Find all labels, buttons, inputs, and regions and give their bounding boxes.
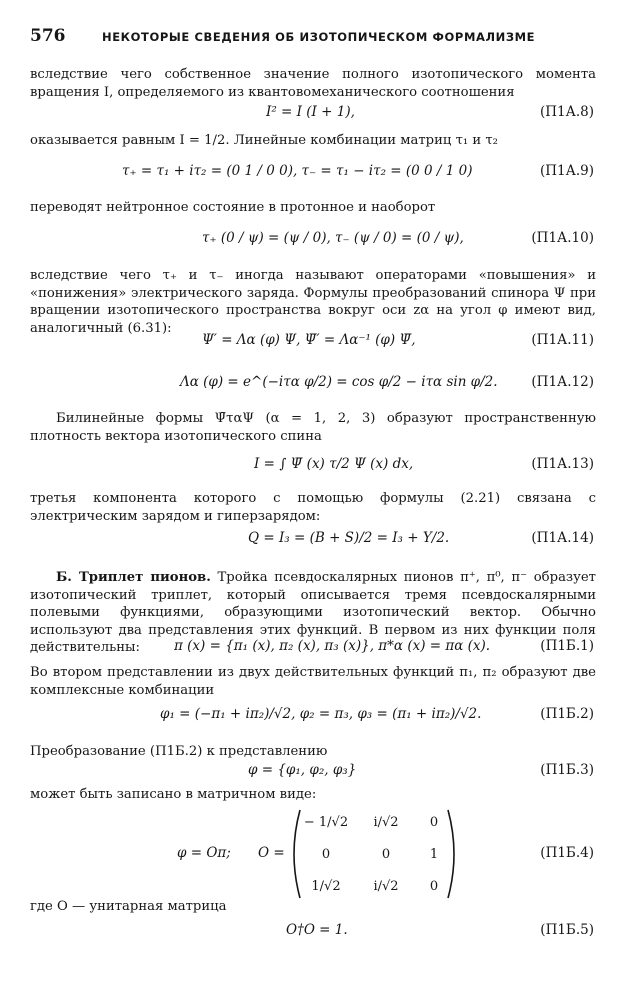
right-paren (448, 810, 454, 898)
paragraph-6: третья компонента которого с помощью формулы (2.21) связана с электрическим зарядом и гиперзарядом: (30, 491, 596, 524)
equation-formula: O†O = 1. (286, 922, 348, 938)
page-number: 576 (30, 26, 66, 46)
cell-3-2: i/√2 (373, 879, 399, 894)
equation-number: (П1А.12) (531, 374, 594, 390)
equation-number: (П1А.10) (531, 230, 594, 246)
paragraph-8: Во втором представлении из двух действительных функций π₁, π₂ образуют две комплексные комбинации (30, 665, 596, 698)
equation-formula: I = ∫ Ψ̄ (x) τ/2 Ψ (x) dx, (254, 456, 414, 472)
left-paren (294, 810, 300, 898)
equation-p1a12 (30, 374, 596, 408)
equation-formula: Ψ′ = Λα (φ) Ψ, Ψ̄′ = Λα⁻¹ (φ) Ψ̄, (202, 332, 416, 348)
equation-p1a11 (30, 332, 596, 366)
equation-formula: I² = I (I + 1), (266, 104, 355, 120)
equation-p1b2 (30, 706, 596, 740)
equation-formula: Q = I₃ = (B + S)/2 = I₃ + Y/2. (248, 530, 450, 546)
paragraph-4: вследствие чего τ₊ и τ₋ иногда называют операторами «повышения» и «понижения» электрического заряда. Формулы преобразований спинора Ψ при вращении изотопического пространства вокруг оси zα на угол φ имеют вид, аналогичный (6.31): (30, 268, 596, 336)
equation-p1a14 (30, 530, 596, 564)
cell-3-1: 1/√2 (311, 879, 341, 894)
equation-number: (П1Б.3) (540, 762, 594, 778)
cell-2-2: 0 (381, 847, 391, 862)
paragraph-3: переводят нейтронное состояние в протонное и наоборот (30, 200, 436, 215)
cell-2-3: 1 (429, 847, 439, 862)
equation-formula: τ₊ (0 / ψ) = (ψ / 0), τ₋ (ψ / 0) = (0 / ψ), (202, 230, 464, 246)
paragraph-11: где O — унитарная матрица (30, 899, 227, 914)
equation-formula: φ₁ = (−π₁ + iπ₂)/√2, φ₂ = π₃, φ₃ = (π₁ + iπ₂)/√2. (160, 706, 482, 722)
equation-number: (П1Б.5) (540, 922, 594, 938)
equation-p1b5 (30, 922, 596, 956)
paragraph-7-text: Тройка псевдоскалярных пионов π⁺, π⁰, π⁻ образует изотопический триплет, который описывается тремя псевдоскалярными полевыми функциями, образующими изотопический вектор. Обычно используют два представления этих функций. В первом из них функции поля действительны: (30, 570, 596, 655)
matrix-o (286, 808, 462, 900)
equation-formula: Λα (φ) = e^(−iτα φ/2) = cos φ/2 − iτα sin φ/2. (180, 374, 498, 390)
section-title: Б. Триплет пионов. (56, 570, 211, 585)
matrix-label: O = (258, 845, 285, 861)
equation-p1b4 (30, 808, 596, 900)
running-title: НЕКОТОРЫЕ СВЕДЕНИЯ ОБ ИЗОТОПИЧЕСКОМ ФОРМАЛИЗМЕ (102, 30, 536, 44)
equation-number: (П1А.11) (531, 332, 594, 348)
equation-number: (П1Б.1) (540, 638, 594, 654)
cell-1-1: − 1/√2 (303, 815, 349, 830)
equation-p1a9 (30, 163, 596, 197)
paragraph-9: Преобразование (П1Б.2) к представлению (30, 744, 328, 759)
equation-lhs: φ = Oπ; (177, 845, 231, 861)
equation-p1a10 (30, 230, 596, 264)
equation-number: (П1А.9) (540, 163, 594, 179)
page-header (30, 26, 596, 50)
equation-number: (П1А.14) (531, 530, 594, 546)
paragraph-10: может быть записано в матричном виде: (30, 787, 317, 802)
paragraph-2: оказывается равным I = 1/2. Линейные комбинации матриц τ₁ и τ₂ (30, 133, 498, 148)
equation-number: (П1А.13) (531, 456, 594, 472)
equation-number: (П1Б.2) (540, 706, 594, 722)
equation-formula: π (x) = {π₁ (x), π₂ (x), π₃ (x)}, π*α (x) = πα (x). (174, 638, 491, 654)
cell-3-3: 0 (429, 879, 439, 894)
paragraph-1: вследствие чего собственное значение полного изотопического момента вращения I, определяемого из квантовомеханического соотношения (30, 67, 596, 100)
equation-number: (П1Б.4) (540, 845, 594, 861)
equation-p1a13 (30, 456, 596, 490)
cell-1-3: 0 (429, 815, 439, 830)
paragraph-5: Билинейные формы Ψ̄ταΨ (α = 1, 2, 3) образуют пространственную плотность вектора изотопического спина (30, 411, 596, 444)
matrix-cells (304, 815, 438, 894)
cell-1-2: i/√2 (373, 815, 399, 830)
equation-formula: τ₊ = τ₁ + iτ₂ = (0 1 / 0 0), τ₋ = τ₁ − iτ₂ = (0 0 / 1 0) (122, 163, 473, 179)
cell-2-1: 0 (321, 847, 331, 862)
equation-formula: φ = {φ₁, φ₂, φ₃} (248, 762, 357, 778)
equation-number: (П1А.8) (540, 104, 594, 120)
